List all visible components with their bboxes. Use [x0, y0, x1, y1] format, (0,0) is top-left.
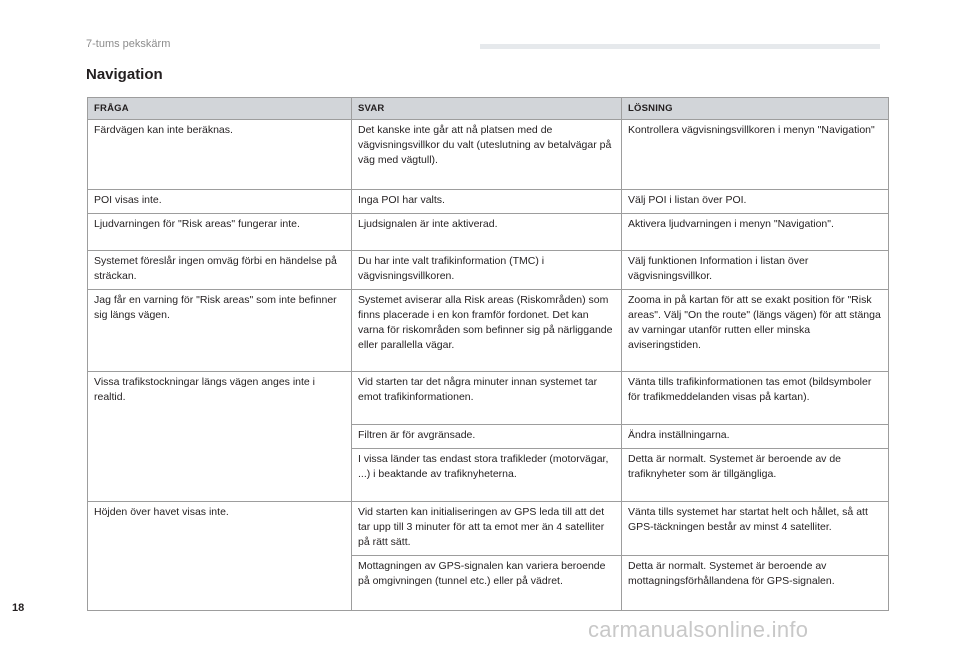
solution-cell: Kontrollera vägvisningsvillkoren i menyn "Navigation" — [622, 120, 889, 190]
table-row — [88, 502, 889, 556]
question-cell: Färdvägen kan inte beräknas. — [88, 120, 352, 190]
answer-cell: Inga POI har valts. — [352, 190, 622, 214]
answer-cell: Du har inte valt trafikinformation (TMC) i vägvisningsvillkoren. — [352, 251, 622, 290]
watermark: carmanualsonline.info — [588, 617, 809, 642]
solution-cell: Ändra inställningarna. — [622, 425, 889, 449]
table-row — [88, 290, 889, 372]
solution-cell: Välj funktionen Information i listan över vägvisningsvillkor. — [622, 251, 889, 290]
solution-cell: Vänta tills trafikinformationen tas emot (bildsymboler för trafikmeddelanden visas på kartan). — [622, 372, 889, 425]
solution-cell: Zooma in på kartan för att se exakt position för "Risk areas". Välj "On the route" (längs vägen) för att stänga av varningar utanför rutten eller minska aviseringstiden. — [622, 290, 889, 372]
question-cell: Systemet föreslår ingen omväg förbi en händelse på sträckan. — [88, 251, 352, 290]
table-row — [88, 372, 889, 425]
solution-cell: Vänta tills systemet har startat helt och hållet, så att GPS-täckningen består av minst 4 satelliter. — [622, 502, 889, 556]
table-row — [88, 190, 889, 214]
solution-cell: Välj POI i listan över POI. — [622, 190, 889, 214]
question-cell: Höjden över havet visas inte. — [88, 502, 352, 611]
answer-cell: Det kanske inte går att nå platsen med de vägvisningsvillkor du valt (uteslutning av betalvägar på väg med vägtull). — [352, 120, 622, 190]
faq-table — [87, 97, 889, 611]
table-row — [88, 251, 889, 290]
answer-cell: Systemet aviserar alla Risk areas (Riskområden) som finns placerade i en kon framför fordonet. Det kan varna för riskområden som befinner sig på närliggande eller parallella vägar. — [352, 290, 622, 372]
answer-cell: I vissa länder tas endast stora trafikleder (motorvägar, ...) i beaktande av trafiknyheterna. — [352, 449, 622, 502]
solution-cell: Detta är normalt. Systemet är beroende av mottagningsförhållandena för GPS-signalen. — [622, 556, 889, 611]
section-label: 7-tums pekskärm — [86, 38, 171, 50]
question-cell: Jag får en varning för "Risk areas" som inte befinner sig längs vägen. — [88, 290, 352, 372]
table-header-row — [88, 98, 889, 120]
solution-cell: Aktivera ljudvarningen i menyn "Navigation". — [622, 214, 889, 251]
answer-cell: Vid starten tar det några minuter innan systemet tar emot trafikinformationen. — [352, 372, 622, 425]
question-cell: Ljudvarningen för "Risk areas" fungerar inte. — [88, 214, 352, 251]
question-cell: Vissa trafikstockningar längs vägen anges inte i realtid. — [88, 372, 352, 502]
solution-cell: Detta är normalt. Systemet är beroende av de trafiknyheter som är tillgängliga. — [622, 449, 889, 502]
answer-cell: Ljudsignalen är inte aktiverad. — [352, 214, 622, 251]
question-cell: POI visas inte. — [88, 190, 352, 214]
page-number: 18 — [12, 602, 25, 614]
column-header-solution: LÖSNING — [622, 98, 889, 120]
header-bar — [480, 44, 880, 49]
answer-cell: Vid starten kan initialiseringen av GPS leda till att det tar upp till 3 minuter för att ta emot mer än 4 satelliter på rätt sätt. — [352, 502, 622, 556]
table-row — [88, 214, 889, 251]
column-header-answer: SVAR — [352, 98, 622, 120]
answer-cell: Mottagningen av GPS-signalen kan variera beroende på omgivningen (tunnel etc.) eller på vädret. — [352, 556, 622, 611]
answer-cell: Filtren är för avgränsade. — [352, 425, 622, 449]
table-row — [88, 120, 889, 190]
column-header-question: FRÅGA — [88, 98, 352, 120]
page-title: Navigation — [86, 66, 163, 83]
